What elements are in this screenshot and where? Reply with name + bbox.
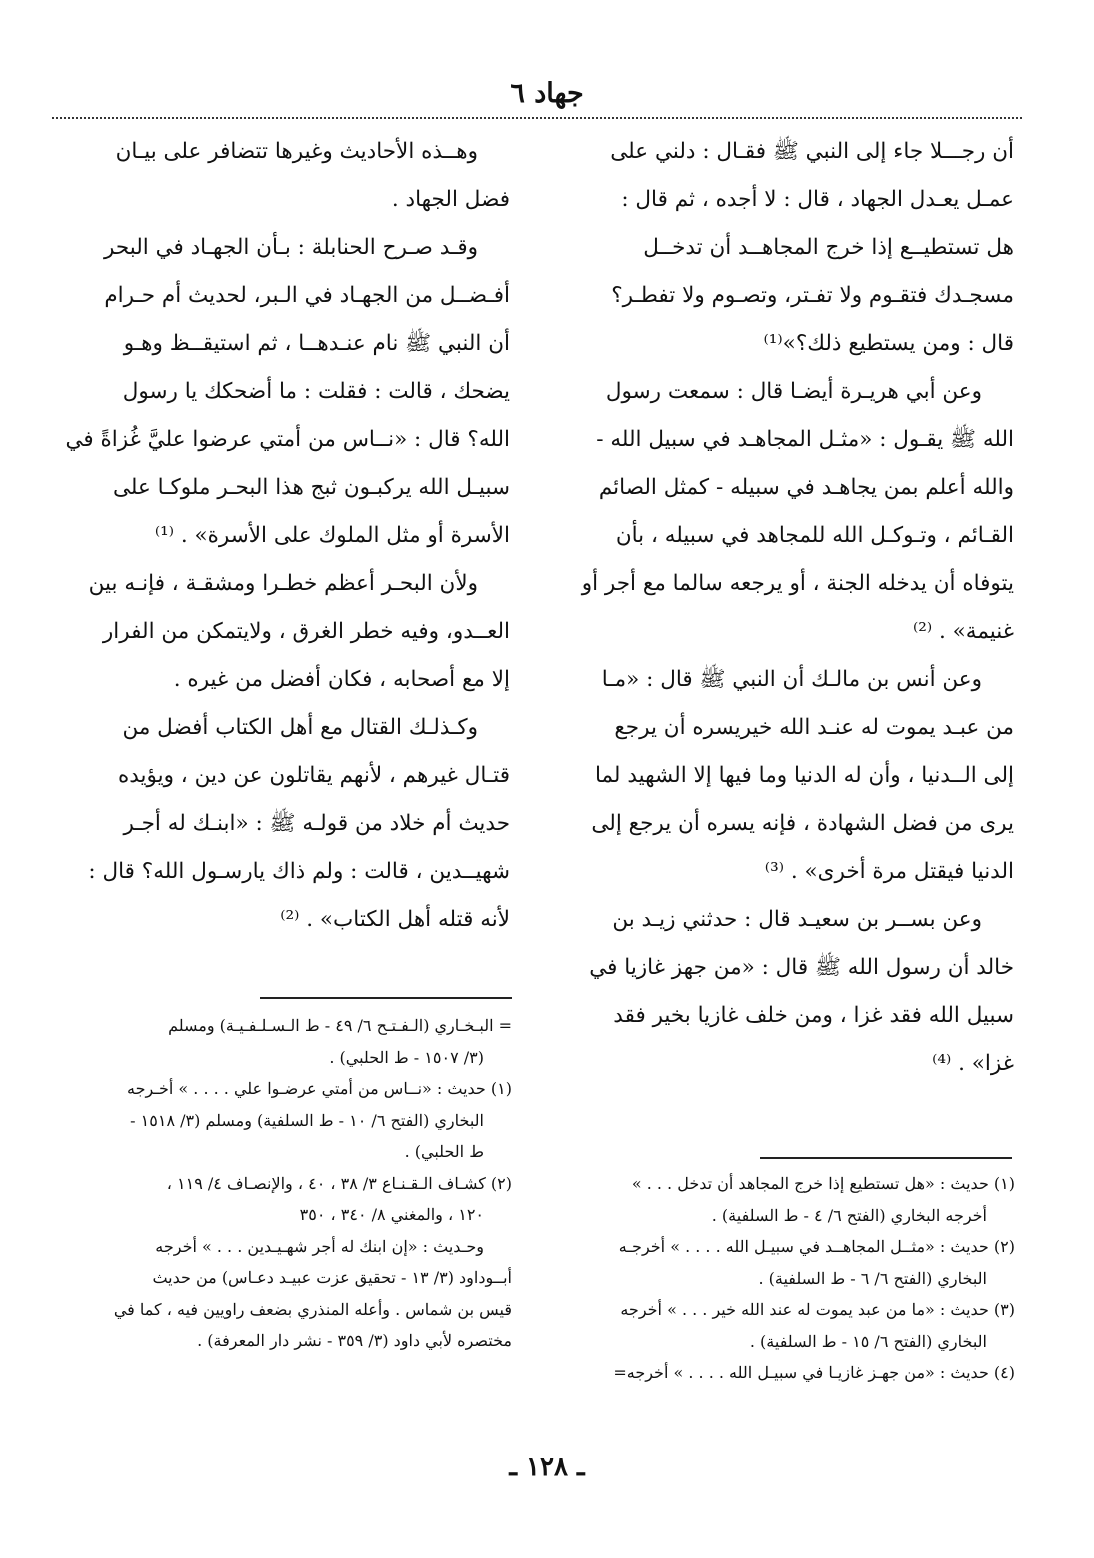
text-line: حديث أم خلاد من قولـه ﷺ : «ابنـك له أجـر <box>123 811 510 836</box>
footnote-line: (٤) حديث : «من جهـز غازيـا في سبيـل الله . . . . » أخرجه= <box>613 1363 1015 1382</box>
footnote-line: (٣) حديث : «ما من عبد يموت له عند الله خير . . . » أخرجه <box>620 1300 1015 1319</box>
running-title: جهاد ٦ <box>510 78 584 109</box>
text-line: أفـضــل من الجهـاد في الـبر، لحديث أم حـرام <box>104 283 510 308</box>
paragraph-start-line: وعن بســر بن سعيـد قال : حدثني زيـد بن <box>612 907 982 932</box>
footnote-line: أخرجه البخاري (الفتح ٦/ ٤ - ط السلفية) . <box>711 1205 987 1225</box>
footnotes-right <box>545 1168 1015 1389</box>
footnote-line: أبــوداود (٣/ ١٣ - تحقيق عزت عبيـد دعـاس) من حديث <box>152 1268 512 1287</box>
footnote-line: البخاري (الفتح ٦/ ٦ - ط السلفية) . <box>758 1268 987 1288</box>
text-line: لأنه قتله أهل الكتاب» . ⁽²⁾ <box>280 907 510 932</box>
text-line: الله؟ قال : «نــاس من أمتي عرضوا عليَّ غُزاةً في <box>65 427 510 452</box>
text-line: الدنيا فيقتل مرة أخرى» . ⁽³⁾ <box>764 859 1014 884</box>
right-column <box>552 128 1014 1088</box>
text-line: الله ﷺ يقـول : «مثـل المجاهـد في سبيل الله - <box>596 427 1014 452</box>
text-line: قال : ومن يستطيع ذلك؟»⁽¹⁾ <box>763 331 1014 356</box>
text-line: يتوفاه أن يدخله الجنة ، أو يرجعه سالما مع أجر أو <box>581 571 1014 596</box>
text-line: يرى من فضل الشهادة ، فإنه يسره أن يرجع إلى <box>591 811 1014 836</box>
text-line: خالد أن رسول الله ﷺ قال : «من جهز غازيا في <box>589 955 1014 980</box>
text-line: عمـل يعـدل الجهاد ، قال : لا أجده ، ثم قال : <box>621 187 1014 212</box>
paragraph-start-line: وهــذه الأحاديث وغيرها تتضافر على بيـان <box>115 139 478 164</box>
text-line: من عبـد يموت له عنـد الله خيريسره أن يرجع <box>614 715 1014 740</box>
footnote-line: ط الحلبي) . <box>404 1142 484 1161</box>
footnote-line: قيس بن شماس . وأعله المنذري بضعف راويين فيه ، كما في <box>113 1299 512 1319</box>
paragraph-start-line: وعن أنس بن مالـك أن النبي ﷺ قال : «مـا <box>601 667 982 692</box>
footnote-line: (٢) كشـاف الـقـنـاع ٣/ ٣٨ ، ٤٠ ، والإنصـاف ٤/ ١١٩ ، <box>166 1173 512 1193</box>
text-line: قتـال غيرهم ، لأنهم يقاتلون عن دين ، ويؤيده <box>117 763 510 788</box>
text-line: سبيـل الله يركبـون ثبج هذا البحـر ملوكـا على <box>112 475 510 500</box>
text-line: غنيمة» . ⁽²⁾ <box>912 619 1014 644</box>
left-column <box>48 128 510 944</box>
footnotes-left <box>42 1010 512 1357</box>
page-number: ـ ١٢٨ ـ <box>509 1452 585 1482</box>
text-line: شهيــدين ، قالت : ولم ذاك يارسـول الله؟ قال : <box>88 859 510 884</box>
footnote-line: وحـديث : «إن ابنك له أجر شهـيـدين . . . » أخرجه <box>155 1236 484 1256</box>
footnote-line: = البـخـاري (الـفـتـح ٦/ ٤٩ - ط الـسـلـفـيـة) ومسلم <box>168 1016 512 1035</box>
text-line: يضحك ، قالت : فقلت : ما أضحكك يا رسول <box>122 379 510 404</box>
paragraph-start-line: وقـد صـرح الحنابلة : بـأن الجهـاد في البحر <box>103 235 478 260</box>
footnote-line: ١٢٠ ، والمغني ٨/ ٣٤٠ ، ٣٥٠ <box>299 1205 484 1224</box>
footnote-separator-right <box>760 1157 1012 1159</box>
text-line: إلا مع أصحابه ، فكان أفضل من غيره . <box>173 667 510 692</box>
footnote-line: (٣/ ١٥٠٧ - ط الحلبي) . <box>329 1047 484 1067</box>
text-line: إلى الــدنيا ، وأن له الدنيا وما فيها إلا الشهيد لما <box>594 763 1014 788</box>
footnote-line: (٢) حديث : «مثــل المجاهــد في سبيـل الله . . . . » أخرجـه <box>618 1237 1015 1256</box>
text-line: أن رجـــلا جاء إلى النبي ﷺ فقـال : دلني على <box>610 139 1014 164</box>
text-line: القـائم ، وتـوكـل الله للمجاهد في سبيله ، بأن <box>615 523 1014 548</box>
footnote-line: (١) حديث : «نــاس من أمتي عرضـوا علي . . . . » أخـرجه <box>127 1079 512 1098</box>
text-line: العــدو، وفيه خطر الغرق ، ولايتمكن من الفرار <box>102 619 510 644</box>
footnote-line: البخاري (الفتح ٦/ ١٠ - ط السلفية) ومسلم (٣/ ١٥١٨ - <box>130 1110 484 1130</box>
footnote-line: البخاري (الفتح ٦/ ١٥ - ط السلفية) . <box>749 1331 987 1351</box>
paragraph-start-line: ولأن البحـر أعظم خطـرا ومشقـة ، فإنـه بين <box>88 571 478 596</box>
footnote-line: مختصره لأبي داود (٣/ ٣٥٩ - نشر دار المعرفة) . <box>197 1331 512 1350</box>
header-dotted-rule <box>52 117 1022 119</box>
paragraph-start-line: وعن أبي هريـرة أيضـا قال : سمعت رسول <box>605 379 982 404</box>
text-line: والله أعلم بمن يجاهـد في سبيله - كمثل الصائم <box>598 475 1014 500</box>
text-line: الأسرة أو مثل الملوك على الأسرة» . ⁽¹⁾ <box>154 523 510 548</box>
paragraph-start-line: وكـذلـك القتال مع أهل الكتاب أفضل من <box>122 715 478 740</box>
text-line: أن النبي ﷺ نام عنـدهــا ، ثم استيقــظ وهـو <box>123 331 510 356</box>
footnote-line: (١) حديث : «هل تستطيع إذا خرج المجاهد أن تدخل . . . » <box>631 1174 1015 1193</box>
footnote-separator-left <box>260 997 512 999</box>
text-line: مسجـدك فتقـوم ولا تفـتر، وتصـوم ولا تفطـر؟ <box>611 283 1014 308</box>
text-line: هل تستطيــع إذا خرج المجاهــد أن تدخــل <box>643 235 1014 260</box>
text-line: غزا» . ⁽⁴⁾ <box>932 1051 1014 1076</box>
text-line: فضل الجهاد . <box>391 187 510 212</box>
text-line: سبيل الله فقد غزا ، ومن خلف غازيا بخير فقد <box>613 1003 1014 1028</box>
